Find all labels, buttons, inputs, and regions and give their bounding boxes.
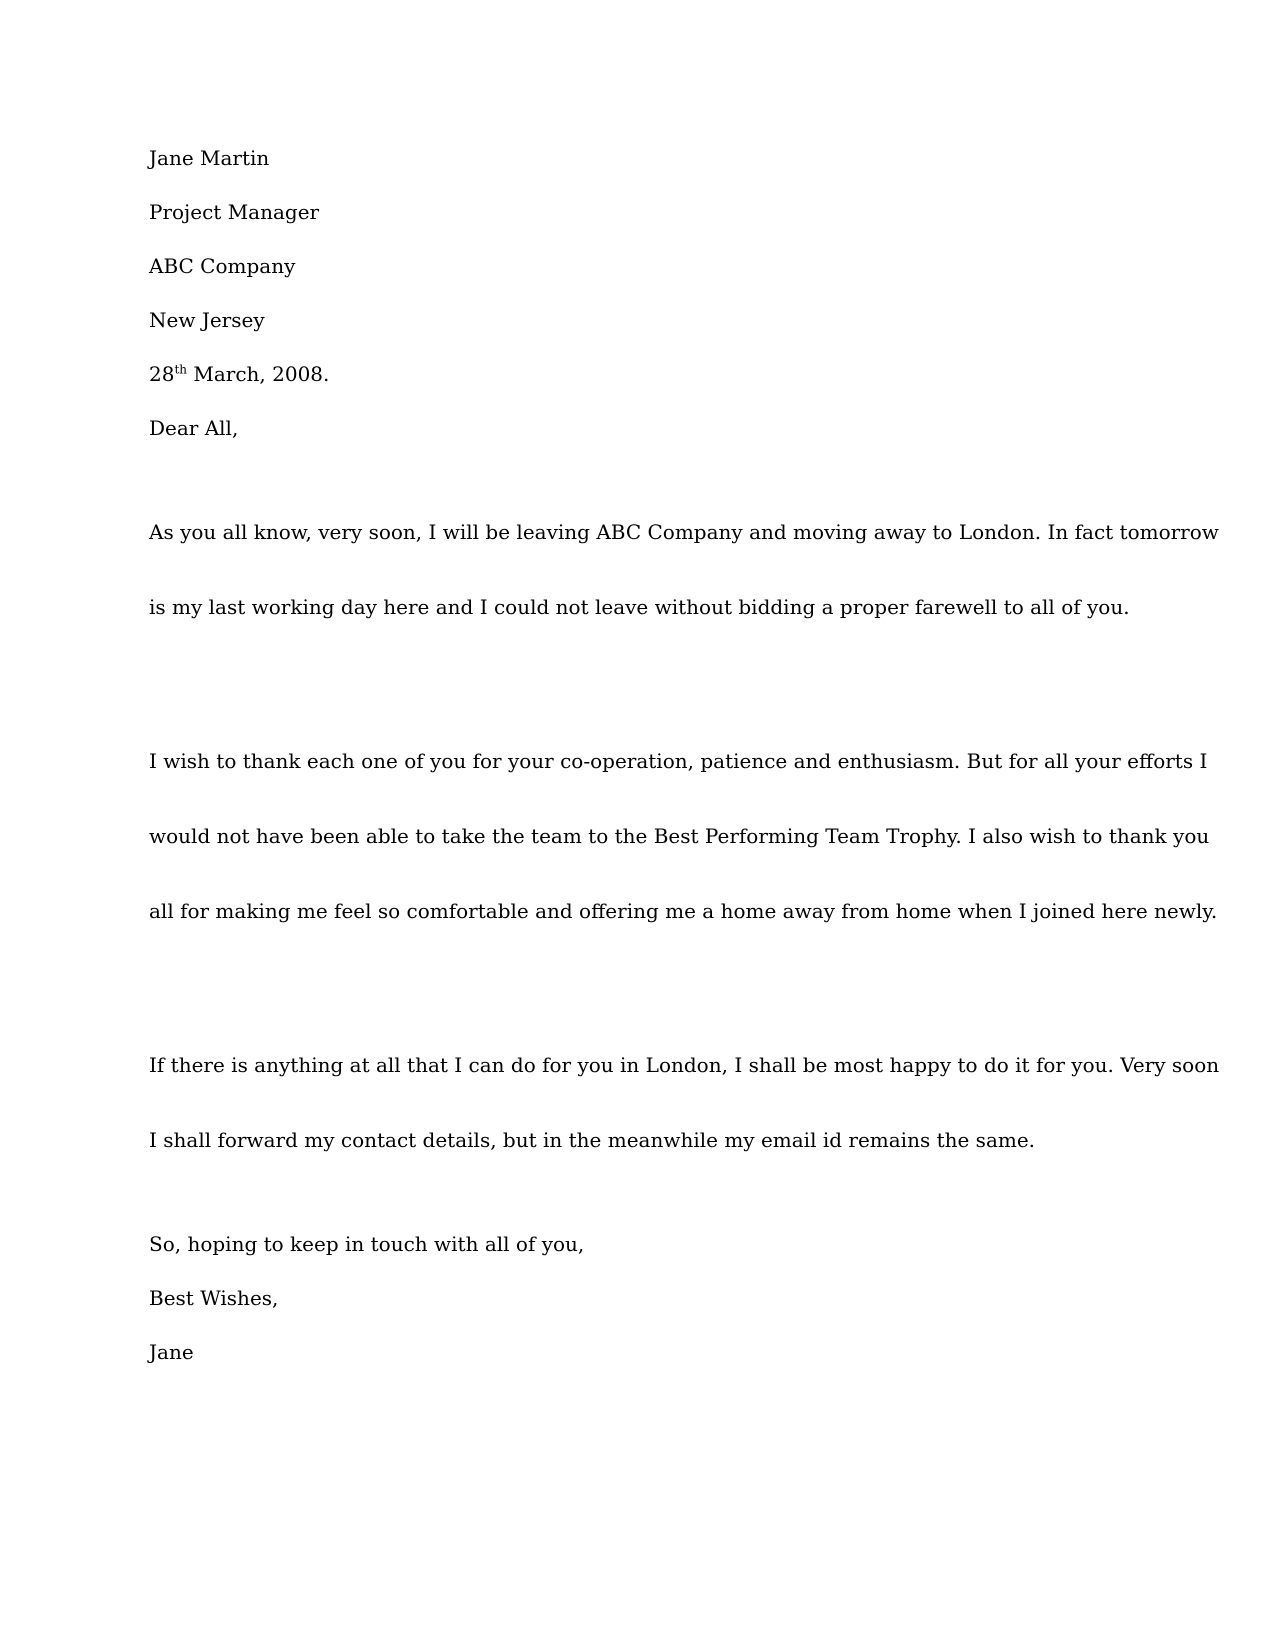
paragraph-2 (149, 699, 1218, 974)
signature: Jane (149, 1340, 194, 1364)
paragraph-line: would not have been able to take the team to the Best Performing Team Trophy. I also wish to thank you (149, 824, 1210, 848)
paragraph-line: I shall forward my contact details, but in the meanwhile my email id remains the same. (149, 1128, 1036, 1152)
paragraph-1 (149, 470, 1219, 670)
paragraph-line: is my last working day here and I could not leave without bidding a proper farewell to all of you. (149, 595, 1130, 619)
paragraph-line: If there is anything at all that I can do for you in London, I shall be most happy to do it for you. Very soon (149, 1053, 1220, 1077)
sender-company: ABC Company (149, 254, 296, 278)
date-rest: March, 2008. (187, 362, 330, 386)
salutation: Dear All, (149, 416, 239, 440)
paragraph-line: I wish to thank each one of you for your co-operation, patience and enthusiasm. But for all your efforts I (149, 749, 1208, 773)
paragraph-3 (149, 1003, 1220, 1203)
paragraph-line: As you all know, very soon, I will be leaving ABC Company and moving away to London. In fact tomorrow (149, 520, 1219, 544)
sign-off: Best Wishes, (149, 1286, 279, 1310)
date-suffix: th (174, 362, 188, 377)
paragraph-line: all for making me feel so comfortable and offering me a home away from home when I joined here newly. (149, 899, 1218, 923)
letter-date (149, 362, 1134, 387)
letter-body (149, 146, 1220, 1394)
sender-location: New Jersey (149, 308, 265, 332)
date-day: 28 (149, 362, 175, 386)
sender-title: Project Manager (149, 200, 320, 224)
closing-line: So, hoping to keep in touch with all of you, (149, 1232, 585, 1256)
sender-name: Jane Martin (149, 146, 270, 170)
